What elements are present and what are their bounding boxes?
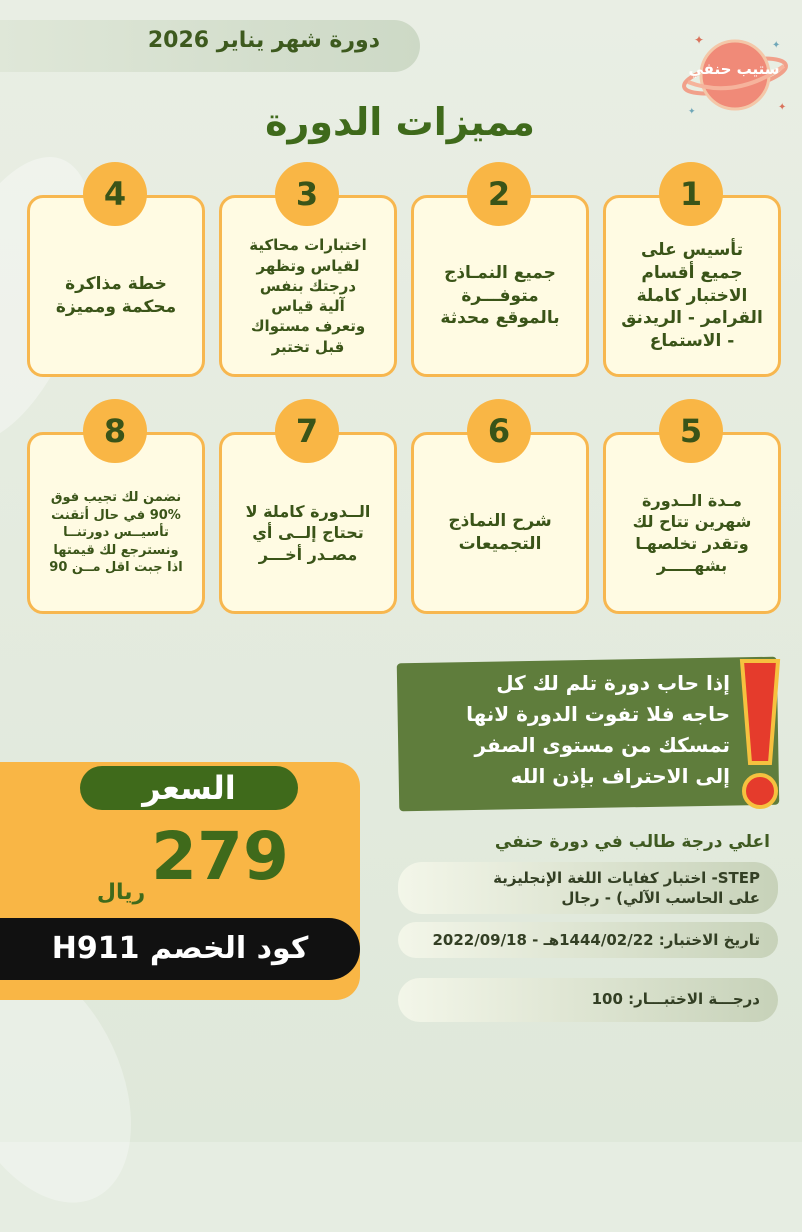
feature-text: مـدة الــدورة شهرين تتاح لك وتقدر تخلصهـا بشهـــــر [632, 490, 752, 575]
feature-number-8: 8 [83, 399, 147, 463]
discount-code: كود الخصم H911 [0, 918, 360, 980]
feature-number-6: 6 [467, 399, 531, 463]
exclamation-icon [728, 655, 790, 815]
exam-score: درجـــة الاختبـــار: 100 [398, 978, 778, 1022]
feature-text: جميع النمـاذج متوفـــرة بالموقع محدثة [440, 262, 560, 329]
price-label: السعر [80, 766, 298, 810]
feature-number-5: 5 [659, 399, 723, 463]
svg-text:✦: ✦ [688, 107, 696, 117]
promo-note-text: إذا حاب دورة تلم لك كل حاجه فلا تفوت الدورة لانها تمسكك من مستوى الصفر إلى الاحتراف بإذن الله [466, 671, 730, 788]
feature-number-7: 7 [275, 399, 339, 463]
page-title: مميزات الدورة [265, 100, 535, 144]
logo-text: ستيب حنفي [688, 60, 780, 78]
top-grade-label: اعلي درجة طالب في دورة حنفي [494, 832, 770, 852]
feature-number-1: 1 [659, 162, 723, 226]
feature-text: نضمن لك تجيب فوق 90% في حال أتقنت تأسيــس دورتنــا ونسترجع لك قيمتها اذا جبت اقل مــن 90 [49, 490, 183, 576]
feature-text: الــدورة كاملة لا تحتاج إلــى أي مصـدر أخـــر [245, 501, 371, 564]
feature-text: خطة مذاكرة محكمة ومميزة [55, 274, 177, 317]
exam-name: STEP- اختبار كفايات اللغة الإنجليزية على الحاسب الآلي) - رجال [398, 862, 778, 914]
price-currency: ريال [96, 880, 146, 905]
feature-number-4: 4 [83, 162, 147, 226]
feature-number-3: 3 [275, 162, 339, 226]
svg-text:✦: ✦ [778, 102, 787, 113]
price-value: 279 [151, 818, 289, 895]
exam-date: تاريخ الاختبار: 1444/02/22هـ - 2022/09/18 [398, 922, 778, 958]
feature-text: شرح النماذج التجميعات [448, 511, 552, 554]
svg-text:✦: ✦ [772, 40, 781, 51]
course-label: دورة شهر يناير 2026 [147, 28, 380, 53]
svg-text:✦: ✦ [694, 33, 705, 47]
feature-text: تأسيس على جميع أقسام الاختبار كاملة القرامر - الريدنق - الاستماع [621, 239, 763, 352]
feature-text: اختبارات محاكية لقياس وتظهر درجتك بنفس آلية قياس وتعرف مستواك قبل تختبر [249, 236, 367, 356]
feature-number-2: 2 [467, 162, 531, 226]
